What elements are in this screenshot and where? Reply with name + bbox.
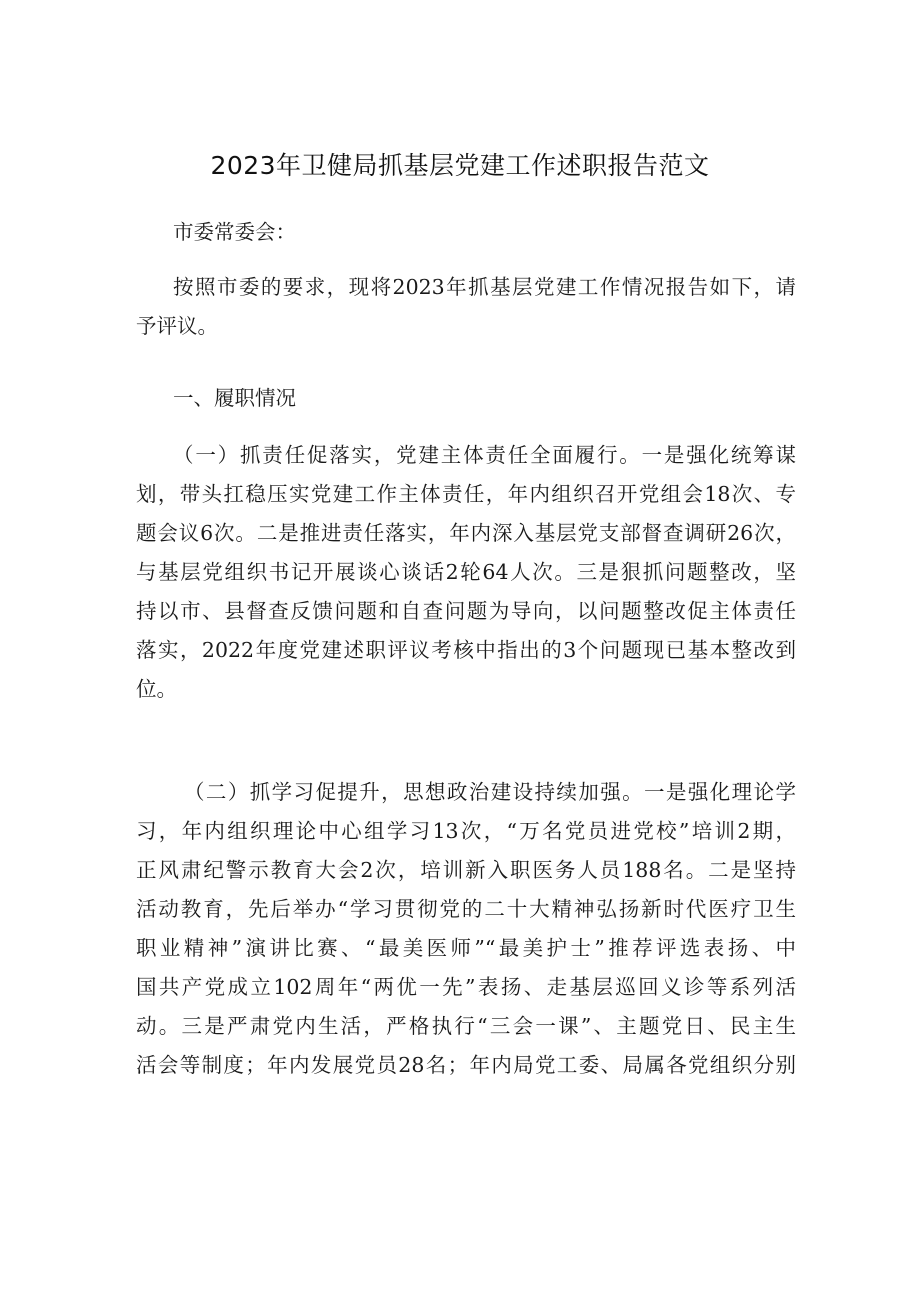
paragraph-line: 国共产党成立102周年“两优一先”表扬、走基层巡回义诊等系列活 — [136, 975, 796, 999]
section-heading — [136, 379, 796, 418]
paragraph-line: 职业精神”演讲比赛、“最美医师”“最美护士”推荐评选表扬、中 — [136, 936, 796, 960]
section-heading-text: 一、履职情况 — [173, 386, 296, 410]
paragraph-responsibility — [136, 436, 796, 709]
paragraph-line: （一）抓责任促落实，党建主体责任全面履行。一是强化统筹谋 — [173, 443, 796, 467]
paragraph-line: 动。三是严肃党内生活，严格执行“三会一课”、主题党日、民主生 — [136, 1014, 796, 1038]
paragraph-line: 划，带头扛稳压实党建工作主体责任，年内组织召开党组会18次、专 — [136, 482, 796, 506]
paragraph-line: 持以市、县督查反馈问题和自查问题为导向，以问题整改促主体责任 — [136, 599, 796, 623]
paragraph-line: 活会等制度；年内发展党员28名；年内局党工委、局属各党组织分别 — [136, 1053, 796, 1077]
paragraph-line: 题会议6次。二是推进责任落实，年内深入基层党支部督查调研26次， — [136, 521, 796, 545]
paragraph-line: （二）抓学习促提升，思想政治建设持续加强。一是强化理论学 — [184, 780, 796, 804]
paragraph-study — [136, 773, 796, 1085]
paragraph-line: 与基层党组织书记开展谈心谈话2轮64人次。三是狠抓问题整改，坚 — [136, 560, 796, 584]
paragraph-line: 正风肃纪警示教育大会2次，培训新入职医务人员188名。二是坚持 — [136, 858, 796, 882]
salutation-text: 市委常委会： — [173, 220, 296, 244]
salutation — [136, 213, 796, 252]
paragraph-line: 习，年内组织理论中心组学习13次，“万名党员进党校”培训2期， — [136, 819, 796, 843]
intro-line: 予评议。 — [136, 314, 218, 338]
document-title: 2023年卫健局抓基层党建工作述职报告范文 — [210, 151, 710, 180]
intro-line: 按照市委的要求，现将2023年抓基层党建工作情况报告如下，请 — [173, 275, 796, 299]
paragraph-line: 位。 — [136, 677, 177, 701]
intro-paragraph — [136, 268, 796, 346]
paragraph-line: 落实，2022年度党建述职评议考核中指出的3个问题现已基本整改到 — [136, 638, 796, 662]
paragraph-line: 活动教育，先后举办“学习贯彻党的二十大精神弘扬新时代医疗卫生 — [136, 897, 796, 921]
